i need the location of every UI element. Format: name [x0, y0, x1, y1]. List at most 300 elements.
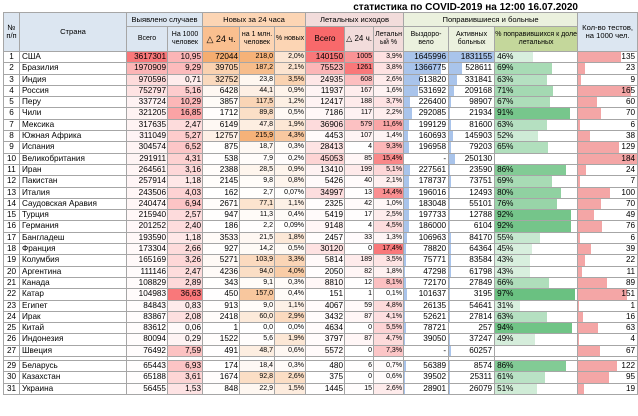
- recpct-value: 43%: [497, 255, 514, 265]
- n-cell: 20: [4, 266, 20, 277]
- d24-cell: 59: [345, 300, 374, 311]
- new-cell: 2418: [203, 311, 240, 322]
- rec-value: 531692: [418, 85, 447, 95]
- recpct-cell: [495, 63, 578, 74]
- per1m-cell: 9,8: [240, 176, 275, 187]
- let-cell: 0,6%: [374, 372, 404, 383]
- rec-value: 72170: [423, 277, 447, 287]
- active-cell: [449, 221, 495, 232]
- rec-cell: [404, 244, 449, 255]
- active-cell: [449, 210, 495, 221]
- per1000-cell: 36,63: [168, 289, 203, 300]
- rec-cell: [404, 232, 449, 243]
- tests-cell: [578, 97, 638, 108]
- recpct-value: 46%: [497, 52, 514, 61]
- new-cell: 186: [203, 221, 240, 232]
- page-title: статистика по COVID-2019 на 12:00 16.07.2020: [353, 2, 578, 13]
- pct_new-cell: 0,3%: [275, 361, 306, 372]
- active-value: 81600: [469, 119, 493, 129]
- deaths-cell: 34997: [306, 187, 345, 198]
- deaths-cell: 375: [306, 372, 345, 383]
- covid-stats-table: [3, 12, 638, 395]
- active-cell: [449, 383, 495, 394]
- n-cell: 23: [4, 300, 20, 311]
- tests-value: 63: [625, 323, 636, 333]
- pct_new-cell: 0,5%: [275, 108, 306, 119]
- recpct-value: 31%: [497, 300, 514, 310]
- rec-cell: [404, 334, 449, 345]
- pct_new-cell: 1,8%: [275, 232, 306, 243]
- total-cell: 83867: [127, 311, 168, 322]
- pct_new-cell: 0,4%: [275, 289, 306, 300]
- new-cell: 1522: [203, 334, 240, 345]
- pct_new-cell: 0,09%: [275, 221, 306, 232]
- new-cell: 39705: [203, 63, 240, 74]
- total-cell: 84843: [127, 300, 168, 311]
- deaths-cell: 8810: [306, 277, 345, 288]
- active-value: 27849: [469, 277, 493, 287]
- rec-value: 178737: [418, 176, 447, 186]
- active-value: 27814: [469, 311, 493, 321]
- per1000-cell: 10,29: [168, 97, 203, 108]
- per1m-cell: 44,1: [240, 85, 275, 96]
- per1000-cell: 3,61: [168, 372, 203, 383]
- deaths-cell: 5814: [306, 255, 345, 266]
- let-cell: 2,2%: [374, 108, 404, 119]
- per1m-cell: 28,5: [240, 164, 275, 175]
- recpct-value: 86%: [497, 361, 514, 371]
- rec-value: 47298: [423, 266, 447, 276]
- n-cell: 25: [4, 323, 20, 334]
- tests-cell: [578, 85, 638, 96]
- table-row: [4, 289, 638, 300]
- tests-value: 22: [625, 255, 636, 265]
- rec-value: 78820: [423, 244, 447, 254]
- recpct-cell: [495, 232, 578, 243]
- new-cell: 1674: [203, 372, 240, 383]
- country-cell: Франция: [20, 244, 127, 255]
- header-deaths: Летальных исходов: [306, 13, 404, 27]
- active-cell: [449, 277, 495, 288]
- tests-value: 9: [630, 74, 636, 84]
- new-cell: 875: [203, 142, 240, 153]
- let-cell: 5,5%: [374, 323, 404, 334]
- header-cases-per1000: На 1000 человек: [168, 27, 203, 52]
- deaths-cell: 7186: [306, 108, 345, 119]
- d24-cell: 82: [345, 266, 374, 277]
- tests-value: 122: [621, 361, 636, 371]
- per1m-cell: 9,0: [240, 300, 275, 311]
- n-cell: 10: [4, 153, 20, 164]
- header-tests: Кол-во тестов, на 1000 чел.: [578, 13, 638, 52]
- rec-cell: [404, 198, 449, 209]
- country-cell: Великобритания: [20, 153, 127, 164]
- recpct-value: 69%: [497, 176, 514, 186]
- rec-value: 292085: [418, 108, 447, 118]
- pct_new-cell: 3,5%: [275, 74, 306, 85]
- active-cell: [449, 289, 495, 300]
- tests-value: 60: [625, 97, 636, 107]
- table-row: [4, 187, 638, 198]
- country-cell: Турция: [20, 210, 127, 221]
- table-row: [4, 108, 638, 119]
- table-row: [4, 255, 638, 266]
- per1000-cell: 6,52: [168, 142, 203, 153]
- country-cell: Чили: [20, 108, 127, 119]
- new-cell: 5271: [203, 255, 240, 266]
- tests-cell: [578, 108, 638, 119]
- rec-value: -: [443, 153, 447, 163]
- table-row: [4, 74, 638, 85]
- per1000-cell: 6,94: [168, 198, 203, 209]
- per1000-cell: 10,95: [168, 52, 203, 63]
- let-cell: 1,0%: [374, 198, 404, 209]
- country-cell: Россия: [20, 85, 127, 96]
- tests-cell: [578, 372, 638, 383]
- recpct-cell: [495, 187, 578, 198]
- rec-value: 39050: [423, 334, 447, 344]
- total-cell: 240474: [127, 198, 168, 209]
- deaths-cell: 2050: [306, 266, 345, 277]
- per1000-cell: 5,27: [168, 131, 203, 142]
- country-cell: Катар: [20, 289, 127, 300]
- new-cell: 4236: [203, 266, 240, 277]
- rec-cell: [404, 176, 449, 187]
- deaths-cell: 1445: [306, 383, 345, 394]
- deaths-cell: 75523: [306, 63, 345, 74]
- recpct-value: 43%: [497, 266, 514, 276]
- active-value: 84170: [469, 232, 493, 242]
- table-row: [4, 153, 638, 164]
- table-body: [4, 52, 638, 395]
- tests-cell: [578, 383, 638, 394]
- active-cell: [449, 345, 495, 356]
- per1m-cell: 2,7: [240, 187, 275, 198]
- recpct-cell: [495, 289, 578, 300]
- pct_new-cell: 1,5%: [275, 383, 306, 394]
- n-cell: 16: [4, 221, 20, 232]
- recpct-value: 91%: [497, 108, 514, 118]
- d24-cell: 40: [345, 176, 374, 187]
- n-cell: 8: [4, 131, 20, 142]
- active-value: 64364: [469, 244, 493, 254]
- per1000-cell: 2,08: [168, 311, 203, 322]
- d24-cell: 17: [345, 210, 374, 221]
- header-deaths-total: Всего: [306, 27, 345, 52]
- new-cell: 174: [203, 361, 240, 372]
- deaths-cell: 5572: [306, 345, 345, 356]
- header-cases-total: Всего: [127, 27, 168, 52]
- active-cell: [449, 255, 495, 266]
- let-cell: 3,5%: [374, 255, 404, 266]
- total-cell: 321205: [127, 108, 168, 119]
- let-cell: 11,6%: [374, 119, 404, 130]
- recpct-cell: [495, 52, 578, 63]
- d24-cell: 189: [345, 255, 374, 266]
- new-cell: 2671: [203, 198, 240, 209]
- let-cell: 4,8%: [374, 300, 404, 311]
- header-num: № п/п: [4, 13, 20, 52]
- total-cell: 317635: [127, 119, 168, 130]
- active-value: 23590: [469, 164, 493, 174]
- d24-cell: 0: [345, 323, 374, 334]
- header-new-delta: △ 24 ч.: [203, 27, 240, 52]
- recpct-cell: [495, 323, 578, 334]
- n-cell: 21: [4, 277, 20, 288]
- new-cell: 947: [203, 210, 240, 221]
- tests-value: 95: [625, 372, 636, 382]
- n-cell: 27: [4, 345, 20, 356]
- tests-value: 4: [630, 334, 636, 344]
- country-cell: Швеция: [20, 345, 127, 356]
- pct_new-cell: 0,6%: [275, 345, 306, 356]
- new-cell: 2145: [203, 176, 240, 187]
- d24-cell: 42: [345, 198, 374, 209]
- tests-value: 23: [625, 63, 636, 73]
- per1000-cell: 0,71: [168, 74, 203, 85]
- d24-cell: 33: [345, 232, 374, 243]
- n-cell: 1: [4, 52, 20, 63]
- rec-cell: [404, 300, 449, 311]
- table-row: [4, 164, 638, 175]
- total-cell: 111146: [127, 266, 168, 277]
- active-value: 12788: [469, 210, 493, 220]
- active-value: 12493: [469, 187, 493, 197]
- rec-value: 1366775: [414, 63, 447, 73]
- tests-value: 6: [630, 232, 636, 242]
- n-cell: 4: [4, 85, 20, 96]
- pct_new-cell: 0,3%: [275, 277, 306, 288]
- recpct-cell: [495, 334, 578, 345]
- n-cell: 13: [4, 187, 20, 198]
- active-cell: [449, 323, 495, 334]
- rec-cell: [404, 97, 449, 108]
- total-cell: 3617301: [127, 52, 168, 63]
- recpct-cell: [495, 108, 578, 119]
- new-cell: 162: [203, 187, 240, 198]
- per1m-cell: 77,1: [240, 198, 275, 209]
- deaths-cell: 151: [306, 289, 345, 300]
- d24-cell: 0: [345, 372, 374, 383]
- recpct-cell: [495, 361, 578, 372]
- let-cell: 1,3%: [374, 232, 404, 243]
- per1m-cell: 94,0: [240, 266, 275, 277]
- deaths-cell: 4067: [306, 300, 345, 311]
- d24-cell: 87: [345, 311, 374, 322]
- tests-value: 70: [625, 198, 636, 208]
- tests-value: 49: [625, 210, 636, 220]
- table-row: [4, 142, 638, 153]
- rec-value: 106963: [418, 232, 447, 242]
- tests-cell: [578, 255, 638, 266]
- table-row: [4, 311, 638, 322]
- recpct-cell: [495, 119, 578, 130]
- country-cell: Колумбия: [20, 255, 127, 266]
- active-cell: [449, 300, 495, 311]
- rec-value: 196958: [418, 142, 447, 152]
- d24-cell: 188: [345, 97, 374, 108]
- pct_new-cell: 1,9%: [275, 119, 306, 130]
- country-cell: Бангладеш: [20, 232, 127, 243]
- pct_new-cell: 2,0%: [275, 52, 306, 63]
- d24-cell: 87: [345, 334, 374, 345]
- n-cell: 19: [4, 255, 20, 266]
- recpct-cell: [495, 142, 578, 153]
- tests-value: 11: [626, 266, 636, 276]
- recpct-value: 66%: [497, 277, 514, 287]
- recpct-cell: [495, 277, 578, 288]
- active-cell: [449, 244, 495, 255]
- header-new-per1m: на 1 млн. человек: [240, 27, 275, 52]
- pct_new-cell: 0,5%: [275, 244, 306, 255]
- new-cell: 913: [203, 300, 240, 311]
- per1m-cell: 22,9: [240, 383, 275, 394]
- country-cell: Испания: [20, 142, 127, 153]
- per1m-cell: 47,8: [240, 119, 275, 130]
- total-cell: 264561: [127, 164, 168, 175]
- rec-cell: [404, 255, 449, 266]
- tests-cell: [578, 131, 638, 142]
- active-value: 331841: [464, 74, 493, 84]
- d24-cell: 85: [345, 153, 374, 164]
- active-value: 54641: [469, 300, 493, 310]
- total-cell: 83612: [127, 323, 168, 334]
- per1m-cell: 18,7: [240, 142, 275, 153]
- n-cell: 2: [4, 63, 20, 74]
- table-row: [4, 176, 638, 187]
- total-cell: 1970909: [127, 63, 168, 74]
- active-cell: [449, 97, 495, 108]
- recpct-cell: [495, 153, 578, 164]
- header-country: Страна: [20, 13, 127, 52]
- tests-cell: [578, 361, 638, 372]
- rec-cell: [404, 85, 449, 96]
- header-recovered-total: Выздоро- вело: [404, 27, 449, 52]
- rec-value: 52621: [423, 311, 447, 321]
- let-cell: 2,1%: [374, 176, 404, 187]
- per1000-cell: 1,18: [168, 232, 203, 243]
- deaths-cell: 140150: [306, 52, 345, 63]
- rec-cell: [404, 311, 449, 322]
- n-cell: 24: [4, 311, 20, 322]
- per1m-cell: 60,0: [240, 311, 275, 322]
- let-cell: 7,3%: [374, 345, 404, 356]
- country-cell: Пакистан: [20, 176, 127, 187]
- active-cell: [449, 361, 495, 372]
- per1000-cell: 7,59: [168, 345, 203, 356]
- new-cell: 538: [203, 153, 240, 164]
- active-value: 37247: [469, 334, 493, 344]
- recpct-value: 86%: [497, 164, 514, 174]
- total-cell: 291911: [127, 153, 168, 164]
- total-cell: 215940: [127, 210, 168, 221]
- let-cell: 2,6%: [374, 383, 404, 394]
- per1m-cell: 103,9: [240, 255, 275, 266]
- rec-value: 56389: [423, 361, 447, 371]
- recpct-cell: [495, 85, 578, 96]
- tests-cell: [578, 187, 638, 198]
- per1000-cell: 9,29: [168, 63, 203, 74]
- new-cell: 12757: [203, 131, 240, 142]
- recpct-cell: [495, 131, 578, 142]
- tests-value: 129: [621, 142, 636, 152]
- tests-value: 38: [625, 131, 636, 141]
- tests-cell: [578, 266, 638, 277]
- active-cell: [449, 232, 495, 243]
- rec-cell: [404, 266, 449, 277]
- tests-cell: [578, 345, 638, 356]
- deaths-cell: 2325: [306, 198, 345, 209]
- tests-cell: [578, 244, 638, 255]
- tests-cell: [578, 142, 638, 153]
- country-cell: Южная Африка: [20, 131, 127, 142]
- total-cell: 201252: [127, 221, 168, 232]
- tests-value: 7: [630, 176, 636, 186]
- n-cell: 7: [4, 119, 20, 130]
- country-cell: Индонезия: [20, 334, 127, 345]
- per1m-cell: 157,0: [240, 289, 275, 300]
- pct_new-cell: 0,07%: [275, 187, 306, 198]
- let-cell: 2,6%: [374, 74, 404, 85]
- tests-cell: [578, 300, 638, 311]
- n-cell: 22: [4, 289, 20, 300]
- rec-cell: [404, 63, 449, 74]
- country-cell: Аргентина: [20, 266, 127, 277]
- active-cell: [449, 153, 495, 164]
- active-cell: [449, 63, 495, 74]
- active-value: 83584: [469, 255, 493, 265]
- per1m-cell: 92,8: [240, 372, 275, 383]
- total-cell: 337724: [127, 97, 168, 108]
- tests-value: 19: [625, 383, 636, 393]
- tests-cell: [578, 277, 638, 288]
- table-row: [4, 383, 638, 394]
- table-row: [4, 97, 638, 108]
- header-new: Новых за 24 часа: [203, 13, 306, 27]
- per1m-cell: 48,7: [240, 345, 275, 356]
- pct_new-cell: 0,9%: [275, 164, 306, 175]
- n-cell: 17: [4, 232, 20, 243]
- deaths-cell: 30120: [306, 244, 345, 255]
- table-row: [4, 300, 638, 311]
- table-row: [4, 221, 638, 232]
- table-row: [4, 52, 638, 63]
- per1000-cell: 0,83: [168, 300, 203, 311]
- total-cell: 108829: [127, 277, 168, 288]
- recpct-cell: [495, 176, 578, 187]
- tests-cell: [578, 63, 638, 74]
- tests-value: 135: [621, 52, 636, 61]
- country-cell: Бразилия: [20, 63, 127, 74]
- rec-cell: [404, 372, 449, 383]
- table-row: [4, 323, 638, 334]
- table-row: [4, 131, 638, 142]
- d24-cell: 107: [345, 131, 374, 142]
- tests-cell: [578, 164, 638, 175]
- deaths-cell: 2457: [306, 232, 345, 243]
- new-cell: 72044: [203, 52, 240, 63]
- header-deaths-pct: Летальн ый %: [374, 27, 404, 52]
- per1000-cell: 0,06: [168, 323, 203, 334]
- n-cell: 6: [4, 108, 20, 119]
- tests-cell: [578, 119, 638, 130]
- new-cell: 343: [203, 277, 240, 288]
- tests-value: 151: [621, 289, 636, 299]
- active-cell: [449, 164, 495, 175]
- tests-cell: [578, 198, 638, 209]
- rec-value: 39502: [423, 372, 447, 382]
- country-cell: США: [20, 52, 127, 63]
